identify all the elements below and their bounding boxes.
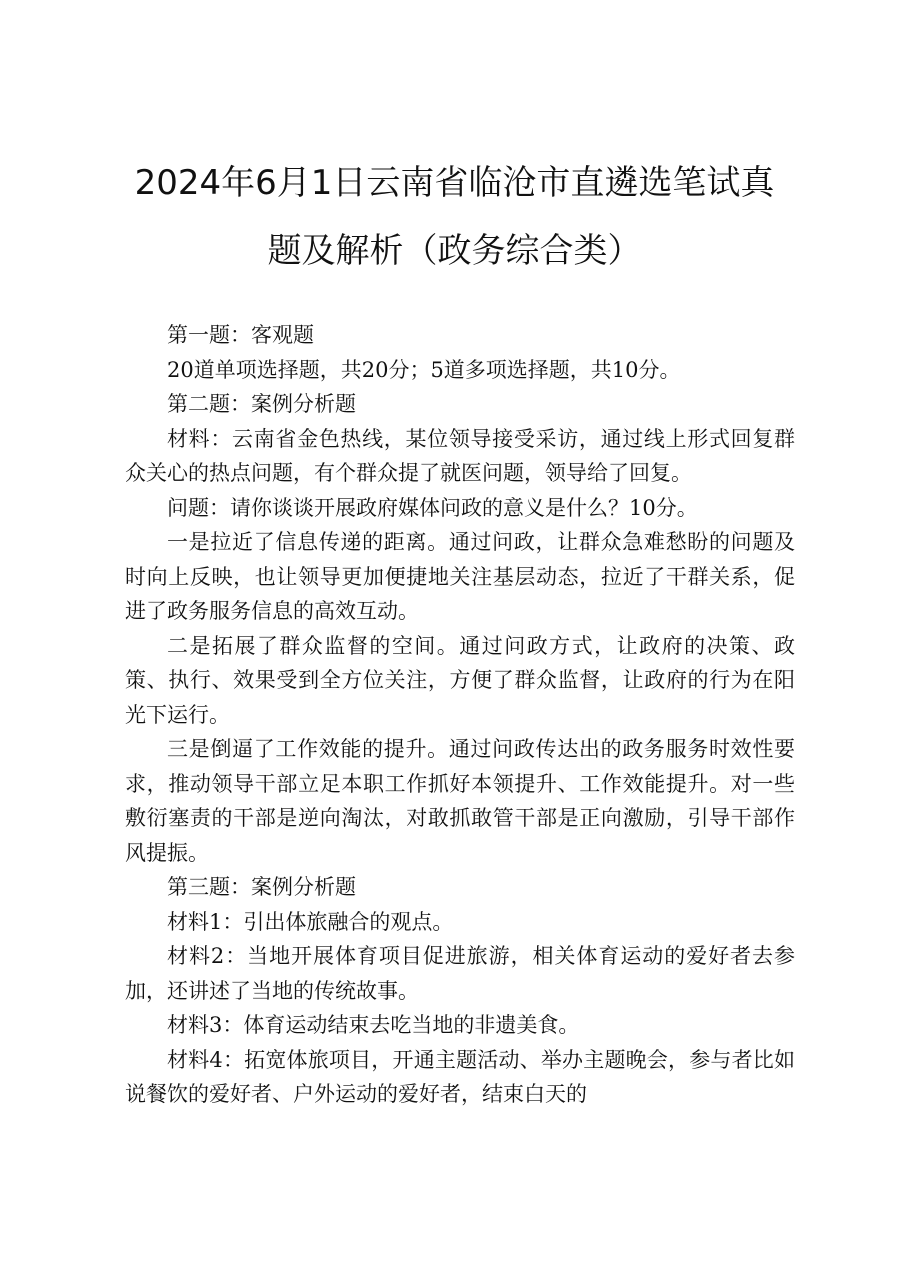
document-body: [125, 318, 795, 1112]
question-paragraph: 问题：请你谈谈开展政府媒体问政的意义是什么？10分。: [167, 495, 698, 520]
material-3: 材料3：体育运动结束去吃当地的非遗美食。: [167, 1013, 580, 1037]
document-title-line-1: 2024年6月1日云南省临沧市直遴选笔试真: [134, 163, 775, 203]
section-heading-3: 第三题：案例分析题: [167, 875, 356, 899]
answer-point-3: 三是倒逼了工作效能的提升。通过问政传达出的政务服务时效性要求，推动领导干部立足本职工作抓好本领提升、工作效能提升。对一些敷衍塞责的干部是逆向淘汰，对敢抓敢管干部是正向激励，引导干部作风提振。: [125, 737, 795, 865]
section-heading-1: 第一题：客观题: [167, 323, 314, 347]
section-heading-2: 第二题：案例分析题: [167, 392, 356, 416]
material-2: 材料2：当地开展体育项目促进旅游，相关体育运动的爱好者去参加，还讲述了当地的传统故事。: [125, 944, 795, 1003]
body-paragraph: 材料：云南省金色热线，某位领导接受采访，通过线上形式回复群众关心的热点问题，有个群众提了就医问题，领导给了回复。: [125, 426, 795, 485]
answer-point-1: 一是拉近了信息传递的距离。通过问政，让群众急难愁盼的问题及时向上反映，也让领导更加便捷地关注基层动态，拉近了干群关系，促进了政务服务信息的高效互动。: [125, 530, 795, 623]
material-4: 材料4：拓宽体旅项目，开通主题活动、举办主题晚会，参与者比如说餐饮的爱好者、户外运动的爱好者，结束白天的: [125, 1047, 795, 1106]
answer-point-2: 二是拓展了群众监督的空间。通过问政方式，让政府的决策、政策、执行、效果受到全方位关注，方便了群众监督，让政府的行为在阳光下运行。: [125, 633, 795, 727]
body-paragraph: 20道单项选择题，共20分；5道多项选择题，共10分。: [167, 357, 681, 382]
document-title-line-2: 题及解析（政务综合类）: [267, 231, 642, 271]
material-1: 材料1：引出体旅融合的观点。: [167, 909, 454, 934]
